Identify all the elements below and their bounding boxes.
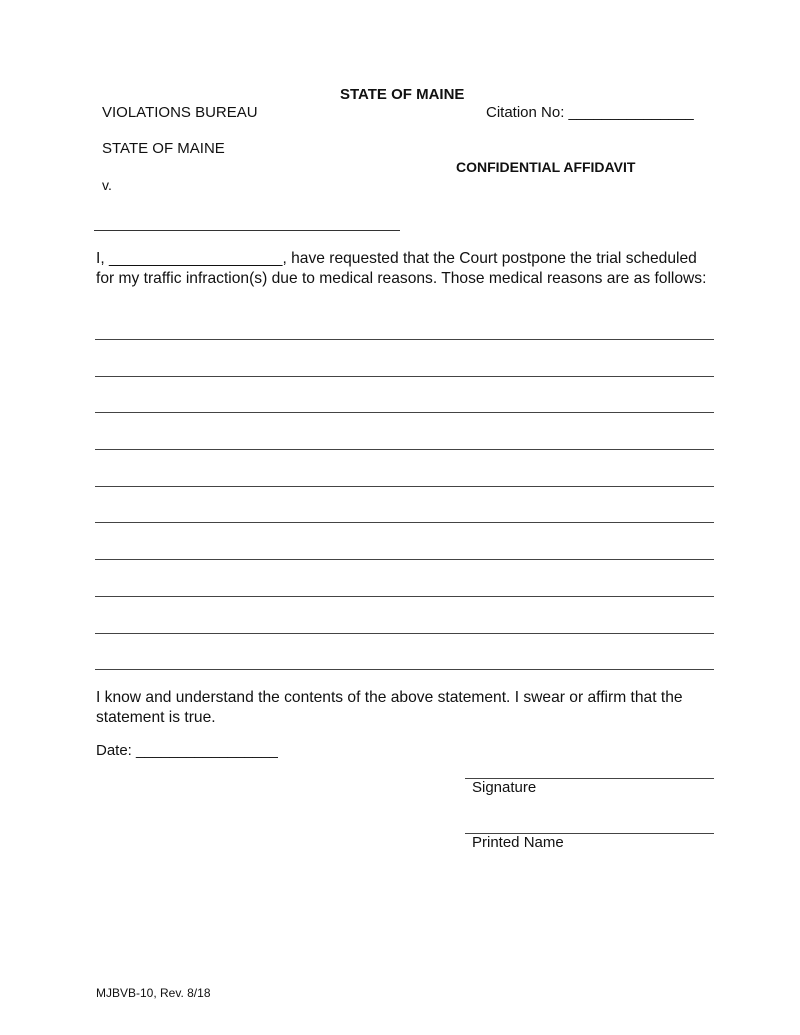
medical-statement-paragraph: I, ____________________, have requested that the Court postpone the trial scheduled for my traffic infraction(s) due to medical reasons. Those medical reasons are as follows: — [96, 250, 707, 287]
date-field[interactable]: Date: _________________ — [96, 742, 278, 759]
form-number: MJBVB-10, Rev. 8/18 — [96, 986, 211, 1000]
medical-reason-line[interactable] — [95, 486, 714, 487]
medical-reason-line[interactable] — [95, 633, 714, 634]
citation-number-field[interactable]: Citation No: _______________ — [486, 104, 694, 121]
medical-reason-line[interactable] — [95, 376, 714, 377]
violations-bureau-label: VIOLATIONS BUREAU — [102, 104, 258, 121]
medical-reason-line[interactable] — [95, 412, 714, 413]
versus-label: v. — [102, 177, 112, 193]
medical-reason-line[interactable] — [95, 559, 714, 560]
signature-label: Signature — [472, 779, 537, 796]
defendant-name-line[interactable] — [94, 230, 400, 231]
medical-reason-line[interactable] — [95, 596, 714, 597]
medical-reason-line[interactable] — [95, 339, 714, 340]
medical-reason-line[interactable] — [95, 522, 714, 523]
medical-reason-line[interactable] — [95, 669, 714, 670]
printed-name-label: Printed Name — [472, 834, 564, 851]
attestation-paragraph: I know and understand the contents of the above statement. I swear or affirm that the statement is true. — [96, 689, 683, 726]
form-title: CONFIDENTIAL AFFIDAVIT — [456, 159, 636, 175]
state-title: STATE OF MAINE — [340, 86, 465, 103]
medical-reason-line[interactable] — [95, 449, 714, 450]
plaintiff-label: STATE OF MAINE — [102, 140, 225, 157]
